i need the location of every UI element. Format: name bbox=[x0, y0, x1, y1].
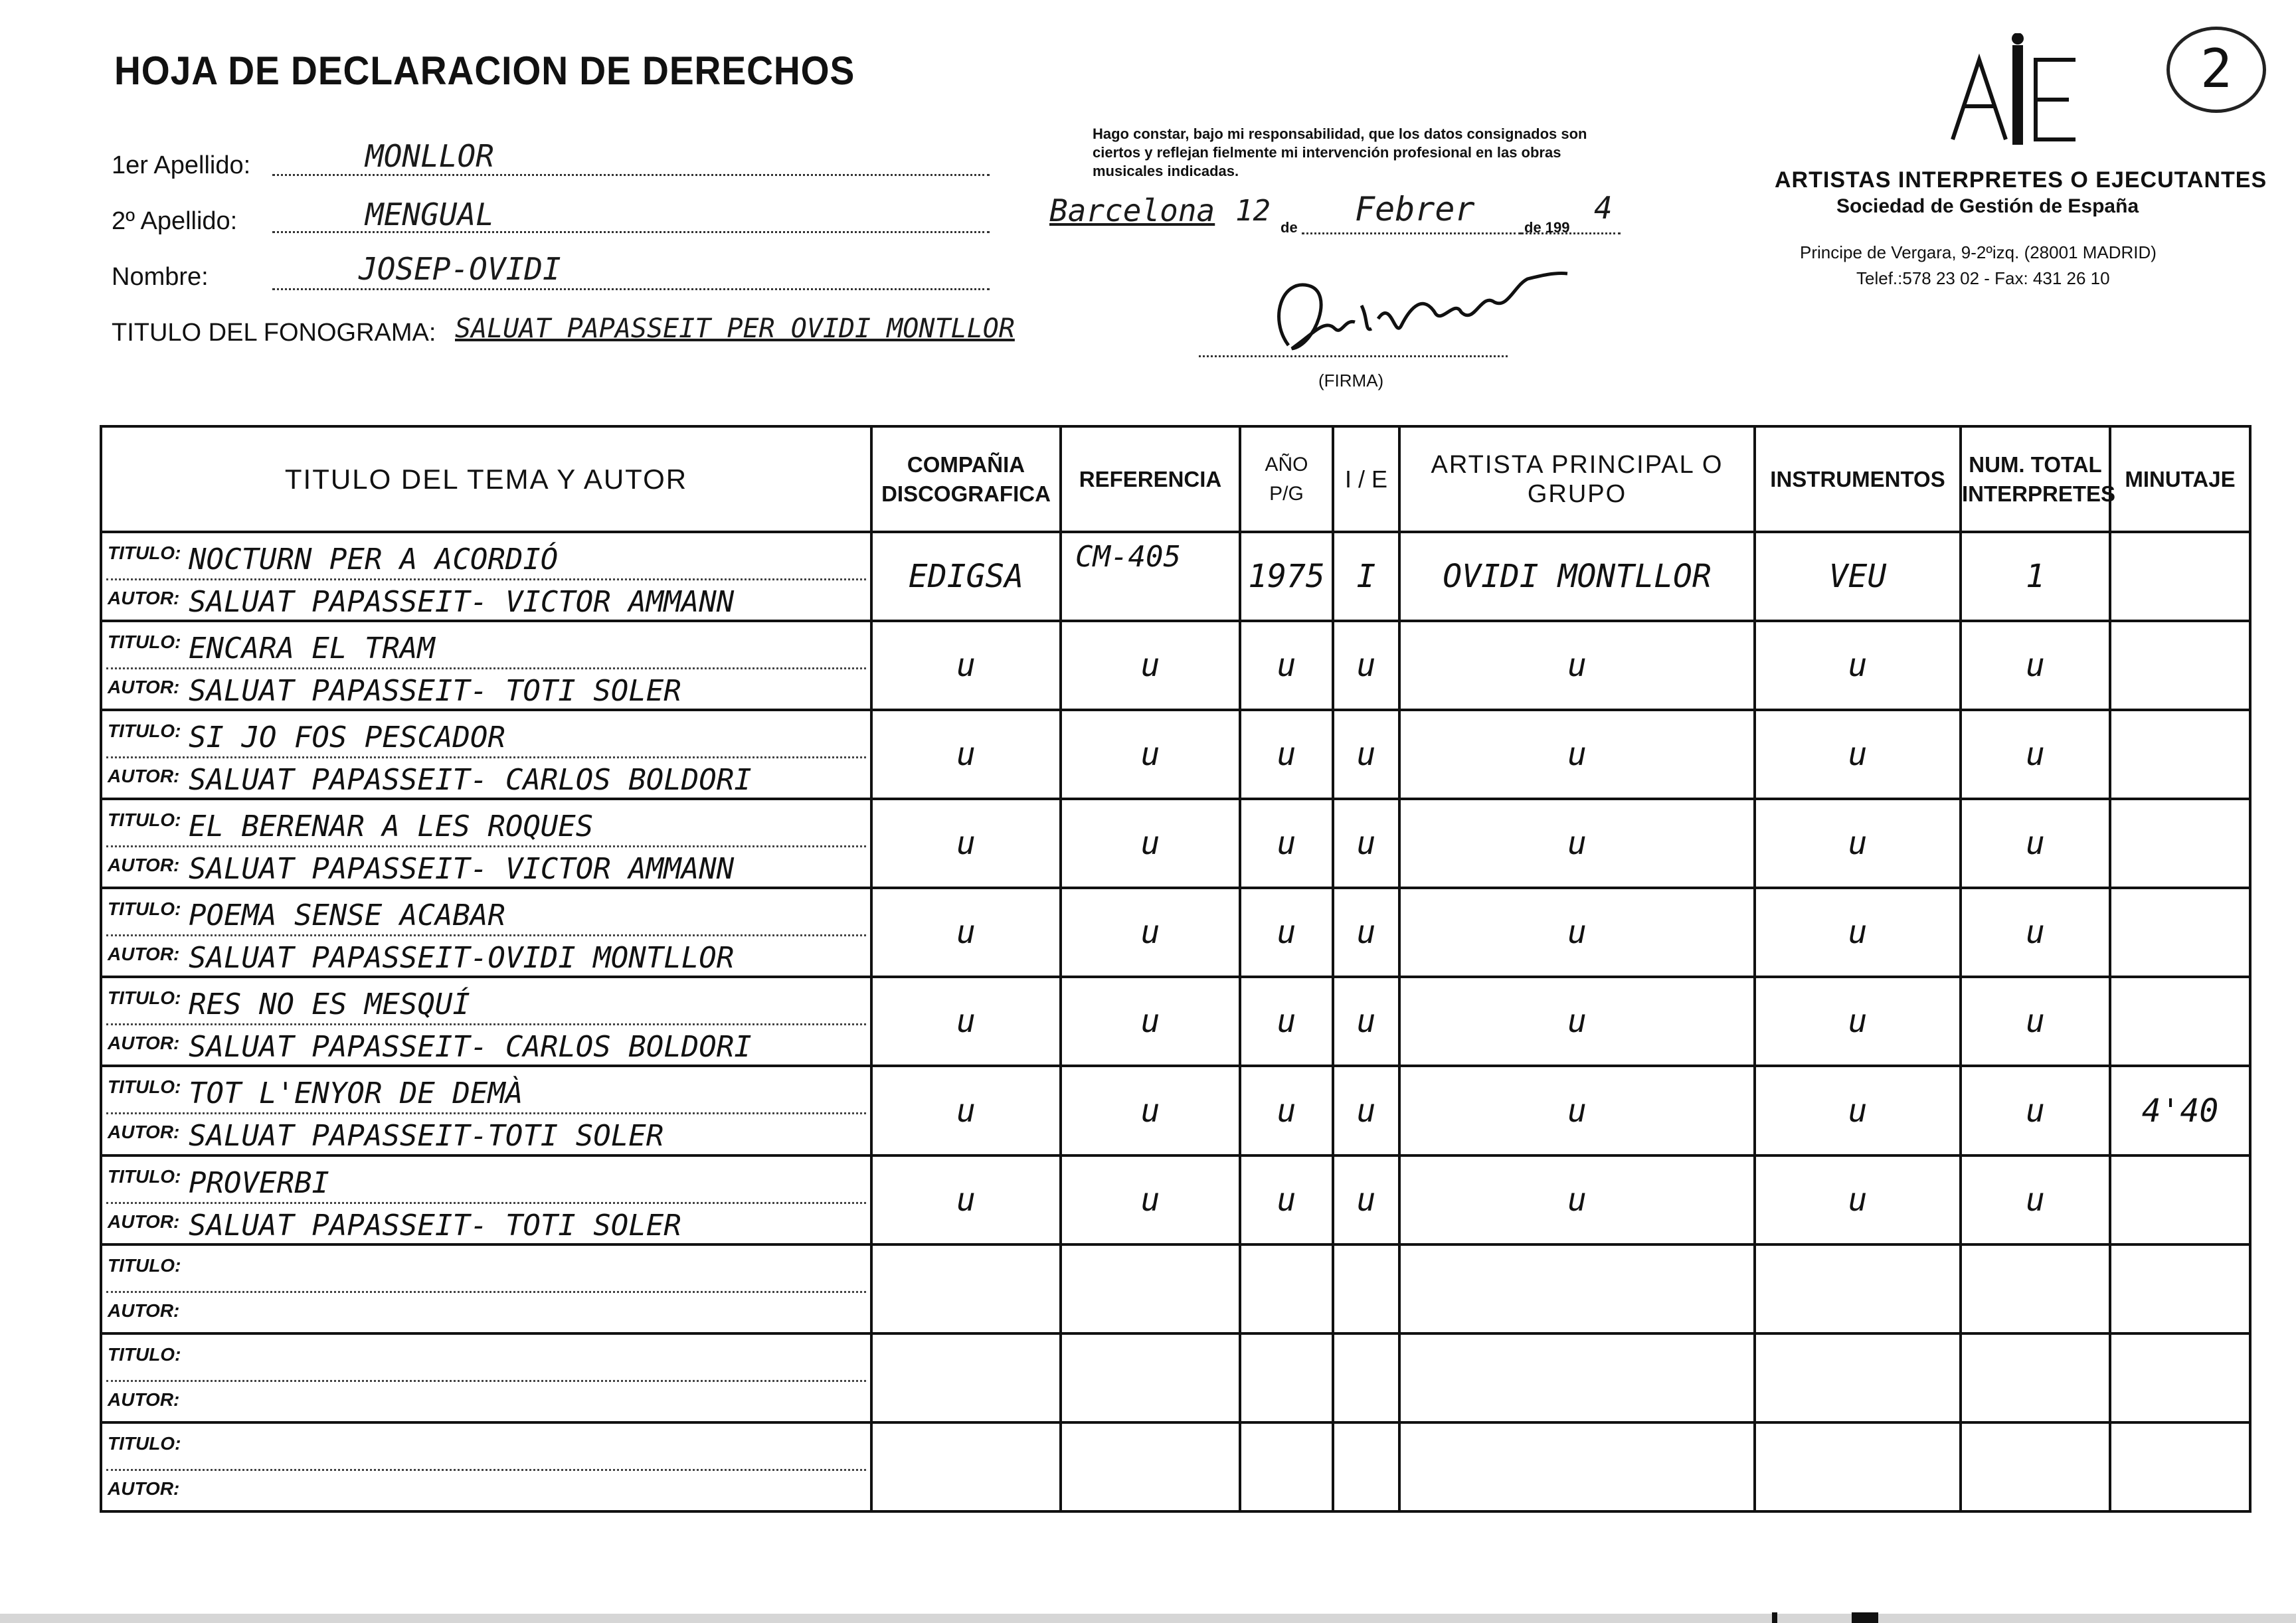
row-divider bbox=[106, 1380, 866, 1382]
aie-logo bbox=[1949, 33, 2082, 169]
table-row bbox=[101, 1066, 2250, 1155]
ano-value: 1975 bbox=[1248, 558, 1325, 596]
autor-label: AUTOR: bbox=[108, 1122, 180, 1143]
instrumentos-cell bbox=[1755, 799, 1961, 888]
header-num-total: NUM. TOTAL INTERPRETES bbox=[1961, 426, 2110, 532]
referencia-value: u bbox=[1140, 736, 1160, 774]
titulo-label: TITULO: bbox=[108, 721, 181, 742]
minutaje-cell bbox=[2110, 532, 2250, 621]
scan-mark bbox=[1852, 1612, 1878, 1623]
referencia-cell bbox=[1061, 799, 1240, 888]
ano-cell bbox=[1240, 977, 1333, 1066]
referencia-value: u bbox=[1140, 1181, 1160, 1219]
autor-label: AUTOR: bbox=[108, 1300, 180, 1321]
instrumentos-cell bbox=[1755, 1333, 1961, 1422]
compania-cell bbox=[871, 799, 1061, 888]
instrumentos-value: u bbox=[1848, 736, 1868, 774]
num-cell bbox=[1961, 1066, 2110, 1155]
ano-value: u bbox=[1277, 736, 1296, 774]
ie-cell bbox=[1333, 1155, 1399, 1244]
instrumentos-value: u bbox=[1848, 1181, 1868, 1219]
instrumentos-cell bbox=[1755, 888, 1961, 977]
artista-cell bbox=[1399, 621, 1755, 710]
ano-value: u bbox=[1277, 825, 1296, 863]
instrumentos-cell bbox=[1755, 1155, 1961, 1244]
instrumentos-value: u bbox=[1848, 825, 1868, 863]
date-de-2: de 199 bbox=[1524, 219, 1570, 236]
tema-cell bbox=[101, 532, 871, 621]
num-value: u bbox=[2026, 647, 2045, 685]
autor-label: AUTOR: bbox=[108, 855, 180, 876]
rights-table bbox=[100, 425, 2252, 1513]
instrumentos-value: u bbox=[1848, 1092, 1868, 1130]
date-day: 12 bbox=[1235, 194, 1271, 228]
referencia-cell bbox=[1061, 1244, 1240, 1333]
autor-value: SALUAT PAPASSEIT- CARLOS BOLDORI bbox=[189, 1030, 752, 1065]
autor-value: SALUAT PAPASSEIT- VICTOR AMMANN bbox=[189, 585, 735, 619]
artista-value: u bbox=[1567, 1181, 1587, 1219]
num-cell bbox=[1961, 710, 2110, 799]
org-phone: Telef.:578 23 02 - Fax: 431 26 10 bbox=[1856, 268, 2110, 288]
minutaje-cell bbox=[2110, 710, 2250, 799]
date-place: Barcelona bbox=[1049, 193, 1215, 228]
ie-cell bbox=[1333, 710, 1399, 799]
row-divider bbox=[106, 845, 866, 847]
header-minutaje: MINUTAJE bbox=[2110, 426, 2250, 532]
artista-cell bbox=[1399, 1333, 1755, 1422]
ano-cell bbox=[1240, 1066, 1333, 1155]
row-divider bbox=[106, 1202, 866, 1204]
num-cell bbox=[1961, 1155, 2110, 1244]
referencia-cell bbox=[1061, 1066, 1240, 1155]
org-subtitle: Sociedad de Gestión de España bbox=[1836, 195, 2139, 217]
referencia-value: u bbox=[1140, 914, 1160, 952]
referencia-cell bbox=[1061, 621, 1240, 710]
tema-cell bbox=[101, 977, 871, 1066]
ie-cell bbox=[1333, 1422, 1399, 1511]
artista-cell bbox=[1399, 1422, 1755, 1511]
compania-value: EDIGSA bbox=[908, 558, 1024, 596]
minutaje-cell bbox=[2110, 1333, 2250, 1422]
tema-cell bbox=[101, 710, 871, 799]
compania-cell bbox=[871, 1155, 1061, 1244]
autor-value: SALUAT PAPASSEIT-TOTI SOLER bbox=[189, 1119, 664, 1153]
compania-cell bbox=[871, 621, 1061, 710]
num-value: 1 bbox=[2026, 558, 2045, 596]
ie-value: u bbox=[1356, 914, 1376, 952]
ano-value: u bbox=[1277, 1092, 1296, 1130]
nombre-value: JOSEP-OVIDI bbox=[359, 251, 561, 287]
ie-value: u bbox=[1356, 647, 1376, 685]
autor-label: AUTOR: bbox=[108, 944, 180, 965]
titulo-value: SI JO FOS PESCADOR bbox=[189, 721, 505, 755]
row-divider bbox=[106, 1291, 866, 1293]
compania-value: u bbox=[956, 736, 976, 774]
ano-cell bbox=[1240, 799, 1333, 888]
table-row bbox=[101, 1155, 2250, 1244]
artista-value: u bbox=[1567, 914, 1587, 952]
firma-label: (FIRMA) bbox=[1318, 371, 1384, 390]
table-row bbox=[101, 621, 2250, 710]
titulo-label: TITULO: bbox=[108, 987, 181, 1009]
table-row bbox=[101, 1333, 2250, 1422]
row-divider bbox=[106, 1112, 866, 1114]
row-divider bbox=[106, 1023, 866, 1025]
compania-value: u bbox=[956, 1092, 976, 1130]
num-cell bbox=[1961, 532, 2110, 621]
autor-label: AUTOR: bbox=[108, 1478, 180, 1499]
instrumentos-value: u bbox=[1848, 647, 1868, 685]
num-cell bbox=[1961, 977, 2110, 1066]
num-value: u bbox=[2026, 914, 2045, 952]
minutaje-cell bbox=[2110, 888, 2250, 977]
table-row bbox=[101, 1244, 2250, 1333]
minutaje-cell bbox=[2110, 977, 2250, 1066]
autor-label: AUTOR: bbox=[108, 1033, 180, 1054]
titulo-value: PROVERBI bbox=[189, 1165, 329, 1200]
autor-label: AUTOR: bbox=[108, 588, 180, 608]
titulo-label: TITULO: bbox=[108, 1165, 181, 1187]
titulo-label: TITULO: bbox=[108, 1076, 181, 1098]
titulo-value: RES NO ES MESQUÍ bbox=[189, 987, 470, 1022]
date-month: Febrer bbox=[1355, 190, 1475, 228]
referencia-cell bbox=[1061, 710, 1240, 799]
row-divider bbox=[106, 934, 866, 936]
ie-cell bbox=[1333, 1244, 1399, 1333]
artista-value: u bbox=[1567, 736, 1587, 774]
header-artista: ARTISTA PRINCIPAL O GRUPO bbox=[1399, 426, 1755, 532]
row-divider bbox=[106, 667, 866, 669]
compania-cell bbox=[871, 1422, 1061, 1511]
ie-value: u bbox=[1356, 1092, 1376, 1130]
titulo-value: EL BERENAR A LES ROQUES bbox=[189, 810, 594, 844]
autor-label: AUTOR: bbox=[108, 1211, 180, 1232]
ano-cell bbox=[1240, 710, 1333, 799]
ano-value: u bbox=[1277, 1181, 1296, 1219]
autor-value: SALUAT PAPASSEIT- VICTOR AMMANN bbox=[189, 852, 735, 887]
row-divider bbox=[106, 578, 866, 580]
titulo-label: TITULO: bbox=[108, 898, 181, 920]
ano-cell bbox=[1240, 621, 1333, 710]
autor-value: SALUAT PAPASSEIT-OVIDI MONTLLOR bbox=[189, 941, 735, 976]
tema-cell bbox=[101, 888, 871, 977]
artista-cell bbox=[1399, 799, 1755, 888]
compania-value: u bbox=[956, 914, 976, 952]
ie-value: u bbox=[1356, 1181, 1376, 1219]
fonograma-label: TITULO DEL FONOGRAMA: bbox=[112, 319, 436, 347]
compania-value: u bbox=[956, 825, 976, 863]
table-row bbox=[101, 532, 2250, 621]
autor-value: SALUAT PAPASSEIT- TOTI SOLER bbox=[189, 674, 681, 709]
titulo-label: TITULO: bbox=[108, 543, 181, 563]
signature bbox=[1262, 266, 1581, 365]
titulo-value: POEMA SENSE ACABAR bbox=[189, 898, 505, 933]
referencia-value: u bbox=[1140, 1003, 1160, 1041]
artista-cell bbox=[1399, 1066, 1755, 1155]
fonograma-value: SALUAT PAPASSEIT PER OVIDI MONTLLOR bbox=[455, 313, 1015, 344]
compania-value: u bbox=[956, 1003, 976, 1041]
num-value: u bbox=[2026, 1181, 2045, 1219]
referencia-cell bbox=[1061, 532, 1240, 621]
referencia-value: u bbox=[1140, 1092, 1160, 1130]
referencia-value: CM-405 bbox=[1075, 540, 1181, 574]
artista-cell bbox=[1399, 888, 1755, 977]
date-year: 4 bbox=[1594, 190, 1613, 226]
header-tema: TITULO DEL TEMA Y AUTOR bbox=[101, 426, 871, 532]
scan-bottom-edge bbox=[0, 1614, 2296, 1623]
autor-value: SALUAT PAPASSEIT- TOTI SOLER bbox=[189, 1208, 681, 1242]
scan-mark bbox=[1772, 1612, 1777, 1623]
num-cell bbox=[1961, 1244, 2110, 1333]
header-ano: AÑO P/G bbox=[1240, 426, 1333, 532]
artista-value: u bbox=[1567, 825, 1587, 863]
instrumentos-cell bbox=[1755, 710, 1961, 799]
minutaje-cell bbox=[2110, 1244, 2250, 1333]
num-value: u bbox=[2026, 736, 2045, 774]
apellido2-value: MENGUAL bbox=[365, 197, 494, 232]
header-referencia: REFERENCIA bbox=[1061, 426, 1240, 532]
artista-value: u bbox=[1567, 1092, 1587, 1130]
compania-cell bbox=[871, 710, 1061, 799]
form-title: HOJA DE DECLARACION DE DERECHOS bbox=[114, 48, 855, 93]
apellido1-line bbox=[272, 174, 990, 176]
instrumentos-value: u bbox=[1848, 914, 1868, 952]
instrumentos-cell bbox=[1755, 1422, 1961, 1511]
minutaje-cell bbox=[2110, 621, 2250, 710]
table-row bbox=[101, 888, 2250, 977]
instrumentos-value: VEU bbox=[1828, 558, 1887, 596]
autor-label: AUTOR: bbox=[108, 1389, 180, 1410]
apellido1-label: 1er Apellido: bbox=[112, 151, 251, 179]
minutaje-cell bbox=[2110, 1422, 2250, 1511]
compania-cell bbox=[871, 977, 1061, 1066]
tema-cell bbox=[101, 1155, 871, 1244]
artista-cell bbox=[1399, 977, 1755, 1066]
compania-cell bbox=[871, 532, 1061, 621]
tema-cell bbox=[101, 799, 871, 888]
ie-cell bbox=[1333, 532, 1399, 621]
ie-value: I bbox=[1356, 558, 1376, 596]
artista-cell bbox=[1399, 532, 1755, 621]
ie-value: u bbox=[1356, 1003, 1376, 1041]
ano-value: u bbox=[1277, 914, 1296, 952]
referencia-cell bbox=[1061, 1422, 1240, 1511]
declaration-text: Hago constar, bajo mi responsabilidad, que los datos consignados son ciertos y reflejan fielmente mi intervención profesional en las obras musicales indicadas. bbox=[1093, 126, 1587, 179]
date-month-line bbox=[1302, 232, 1521, 234]
titulo-value: TOT L'ENYOR DE DEMÀ bbox=[189, 1076, 523, 1111]
ie-cell bbox=[1333, 1333, 1399, 1422]
row-divider bbox=[106, 1469, 866, 1471]
artista-value: u bbox=[1567, 647, 1587, 685]
artista-value: u bbox=[1567, 1003, 1587, 1041]
nombre-line bbox=[272, 288, 990, 290]
num-value: u bbox=[2026, 1092, 2045, 1130]
tema-cell bbox=[101, 1333, 871, 1422]
ano-cell bbox=[1240, 1244, 1333, 1333]
aie-logo-mark bbox=[1949, 33, 2082, 146]
artista-value: OVIDI MONTLLOR bbox=[1443, 558, 1712, 596]
instrumentos-cell bbox=[1755, 1066, 1961, 1155]
num-value: u bbox=[2026, 1003, 2045, 1041]
tema-cell bbox=[101, 621, 871, 710]
titulo-label: TITULO: bbox=[108, 1432, 181, 1454]
header-compania: COMPAÑIA DISCOGRAFICA bbox=[871, 426, 1061, 532]
titulo-label: TITULO: bbox=[108, 1343, 181, 1365]
titulo-label: TITULO: bbox=[108, 1254, 181, 1276]
titulo-label: TITULO: bbox=[108, 632, 181, 653]
minutaje-cell bbox=[2110, 1155, 2250, 1244]
referencia-value: u bbox=[1140, 647, 1160, 685]
compania-value: u bbox=[956, 647, 976, 685]
num-cell bbox=[1961, 621, 2110, 710]
instrumentos-cell bbox=[1755, 1244, 1961, 1333]
ie-cell bbox=[1333, 977, 1399, 1066]
instrumentos-cell bbox=[1755, 977, 1961, 1066]
org-address: Principe de Vergara, 9-2ºizq. (28001 MADRID) bbox=[1800, 242, 2157, 262]
table-row bbox=[101, 977, 2250, 1066]
referencia-cell bbox=[1061, 1333, 1240, 1422]
ano-value: u bbox=[1277, 647, 1296, 685]
ano-value: u bbox=[1277, 1003, 1296, 1041]
compania-value: u bbox=[956, 1181, 976, 1219]
ie-value: u bbox=[1356, 825, 1376, 863]
apellido2-label: 2º Apellido: bbox=[112, 207, 238, 235]
ano-cell bbox=[1240, 1333, 1333, 1422]
artista-cell bbox=[1399, 1244, 1755, 1333]
tema-cell bbox=[101, 1244, 871, 1333]
referencia-value: u bbox=[1140, 825, 1160, 863]
date-de-1: de bbox=[1280, 219, 1298, 236]
minutaje-cell bbox=[2110, 1066, 2250, 1155]
minutaje-cell bbox=[2110, 799, 2250, 888]
ano-cell bbox=[1240, 532, 1333, 621]
num-cell bbox=[1961, 1422, 2110, 1511]
tema-cell bbox=[101, 1066, 871, 1155]
compania-cell bbox=[871, 1066, 1061, 1155]
table-row bbox=[101, 799, 2250, 888]
ie-value: u bbox=[1356, 736, 1376, 774]
num-value: u bbox=[2026, 825, 2045, 863]
compania-cell bbox=[871, 1333, 1061, 1422]
instrumentos-cell bbox=[1755, 532, 1961, 621]
ie-cell bbox=[1333, 888, 1399, 977]
ie-cell bbox=[1333, 799, 1399, 888]
date-year-line bbox=[1521, 232, 1621, 234]
artista-cell bbox=[1399, 710, 1755, 799]
num-cell bbox=[1961, 799, 2110, 888]
artista-cell bbox=[1399, 1155, 1755, 1244]
titulo-value: ENCARA EL TRAM bbox=[189, 632, 435, 666]
signature-line bbox=[1199, 355, 1508, 357]
compania-cell bbox=[871, 1244, 1061, 1333]
referencia-cell bbox=[1061, 977, 1240, 1066]
ano-cell bbox=[1240, 1422, 1333, 1511]
referencia-cell bbox=[1061, 888, 1240, 977]
table-row bbox=[101, 1422, 2250, 1511]
ie-cell bbox=[1333, 1066, 1399, 1155]
nombre-label: Nombre: bbox=[112, 263, 209, 291]
page-number-circle: 2 bbox=[2166, 27, 2266, 113]
header-instrumentos: INSTRUMENTOS bbox=[1755, 426, 1961, 532]
titulo-value: NOCTURN PER A ACORDIÓ bbox=[189, 543, 559, 576]
header-ie: I / E bbox=[1333, 426, 1399, 532]
apellido1-value: MONLLOR bbox=[365, 138, 494, 174]
minutaje-value: 4'40 bbox=[2141, 1092, 2219, 1130]
titulo-label: TITULO: bbox=[108, 810, 181, 831]
ano-cell bbox=[1240, 1155, 1333, 1244]
tema-cell bbox=[101, 1422, 871, 1511]
ie-cell bbox=[1333, 621, 1399, 710]
table-row bbox=[101, 710, 2250, 799]
referencia-cell bbox=[1061, 1155, 1240, 1244]
instrumentos-value: u bbox=[1848, 1003, 1868, 1041]
instrumentos-cell bbox=[1755, 621, 1961, 710]
autor-label: AUTOR: bbox=[108, 766, 180, 787]
org-name: ARTISTAS INTERPRETES O EJECUTANTES bbox=[1775, 167, 2267, 193]
num-cell bbox=[1961, 888, 2110, 977]
num-cell bbox=[1961, 1333, 2110, 1422]
autor-value: SALUAT PAPASSEIT- CARLOS BOLDORI bbox=[189, 763, 752, 798]
row-divider bbox=[106, 756, 866, 758]
ano-cell bbox=[1240, 888, 1333, 977]
autor-label: AUTOR: bbox=[108, 677, 180, 698]
compania-cell bbox=[871, 888, 1061, 977]
